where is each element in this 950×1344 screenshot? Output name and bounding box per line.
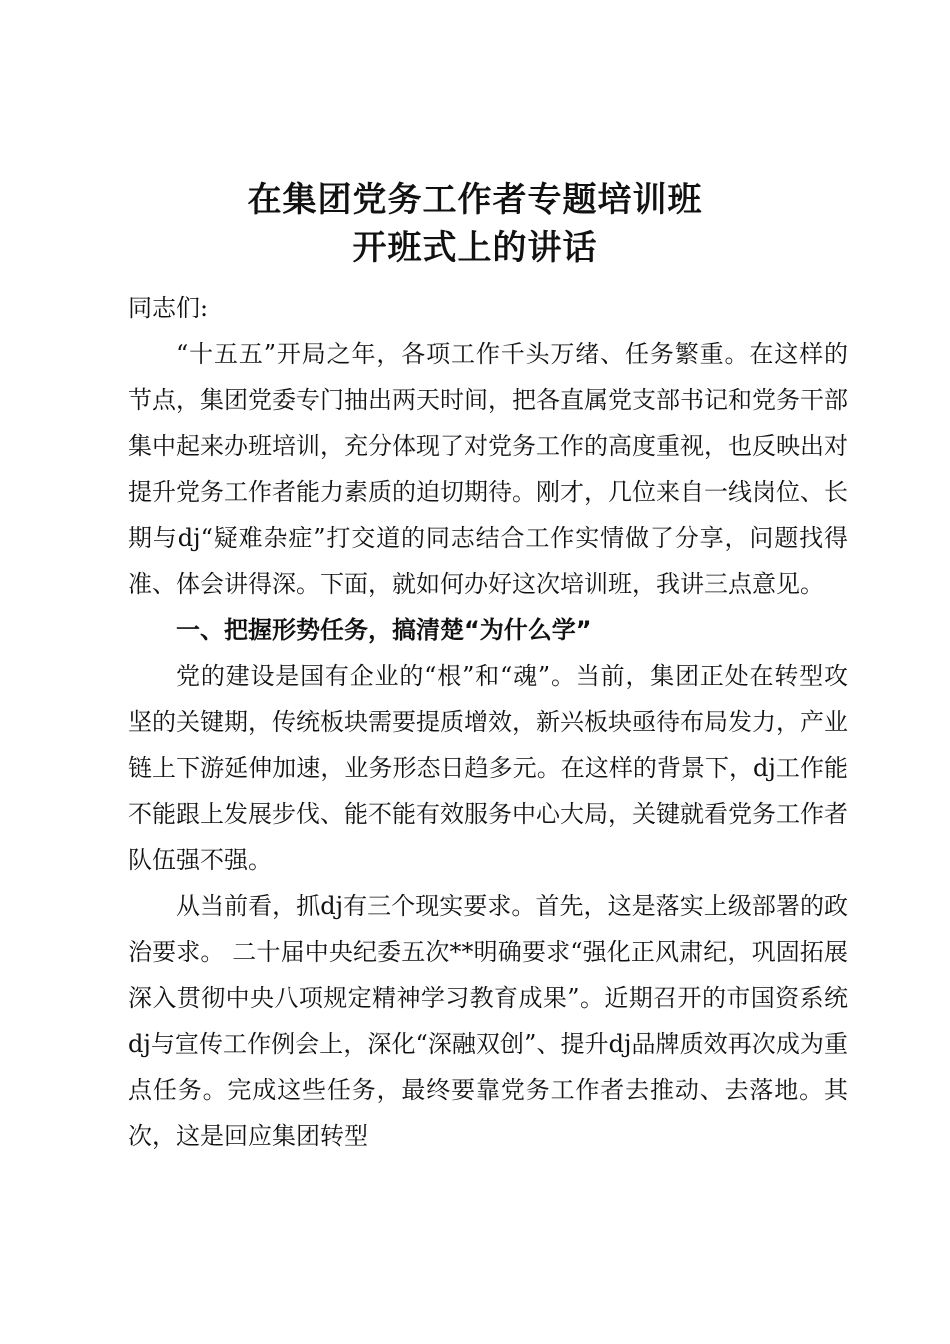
- salutation: 同志们:: [128, 294, 209, 322]
- document-body: [128, 285, 848, 1159]
- section-heading-1: 一、把握形势任务，搞清楚“为什么学”: [176, 616, 592, 644]
- document-title-line-1: 在集团党务工作者专题培训班: [247, 180, 703, 220]
- document-title-line-2: 开班式上的讲话: [352, 228, 598, 268]
- paragraph-section1-2: 从当前看，抓dj有三个现实要求。首先，这是落实上级部署的政治要求。 二十届中央纪委五次**明确要求“强化正风肃纪，巩固拓展深入贯彻中央八项规定精神学习教育成果”。近期召开的市国资系统dj与宣传工作例会上，深化“深融双创”、提升dj品牌质效再次成为重点任务。完成这些任务，最终要靠党务工作者去推动、去落地。其次，这是回应集团转型: [128, 892, 848, 1150]
- paragraph-section1-1: 党的建设是国有企业的“根”和“魂”。当前，集团正处在转型攻坚的关键期，传统板块需要提质增效，新兴板块亟待布局发力，产业链上下游延伸加速，业务形态日趋多元。在这样的背景下，dj工作能不能跟上发展步伐、能不能有效服务中心大局，关键就看党务工作者队伍强不强。: [128, 662, 848, 874]
- paragraph-intro: “十五五”开局之年，各项工作千头万绪、任务繁重。在这样的节点，集团党委专门抽出两天时间，把各直属党支部书记和党务干部集中起来办班培训，充分体现了对党务工作的高度重视，也反映出对提升党务工作者能力素质的迫切期待。刚才，几位来自一线岗位、长期与dj“疑难杂症”打交道的同志结合工作实情做了分享，问题找得准、体会讲得深。下面，就如何办好这次培训班，我讲三点意见。: [128, 340, 848, 598]
